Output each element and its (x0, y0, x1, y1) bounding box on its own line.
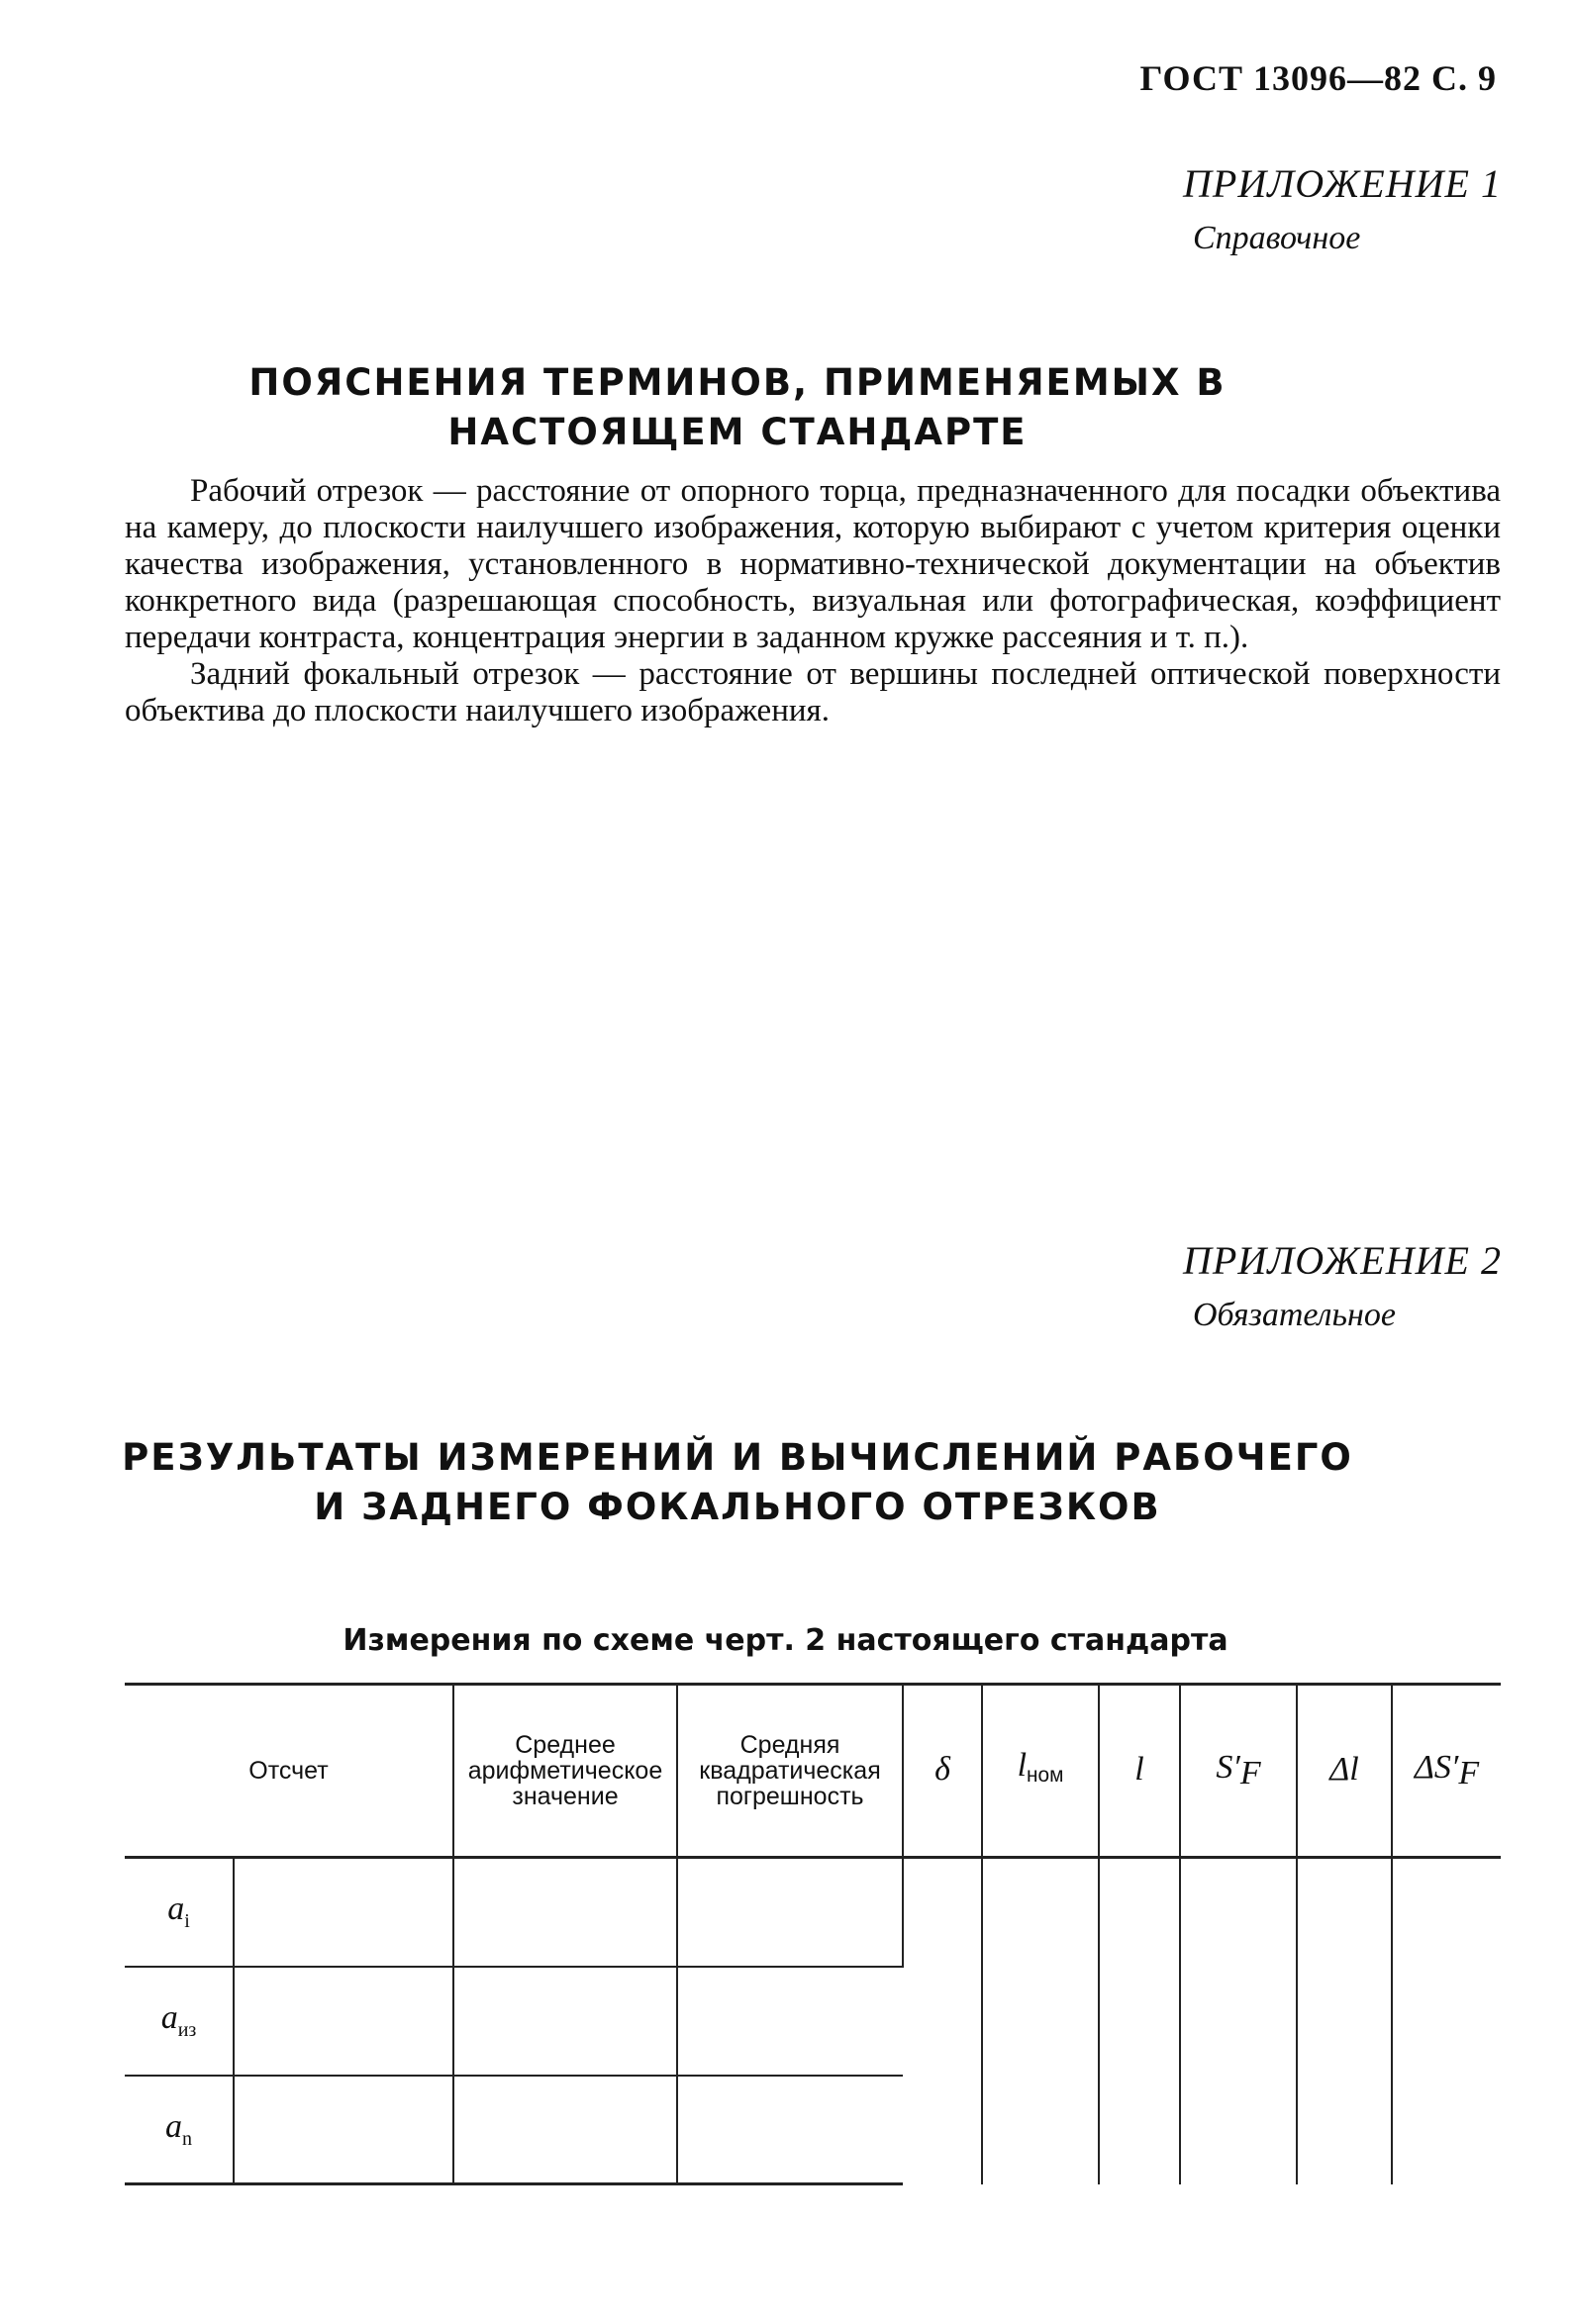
table-cell (1392, 1858, 1501, 2184)
table-cell (1180, 1858, 1297, 2184)
table-caption: Измерения по схеме черт. 2 настоящего стандарта (343, 1623, 1228, 1658)
appendix2-label: ПРИЛОЖЕНИЕ 2 (1183, 1238, 1502, 1283)
table-cell (1297, 1858, 1392, 2184)
section1-body (125, 473, 1501, 729)
table-cell (677, 2076, 903, 2184)
table-cell (982, 1858, 1099, 2184)
appendix1-status: Справочное (1193, 220, 1361, 256)
appendix2-status: Обязательное (1193, 1297, 1396, 1333)
page-header: ГОСТ 13096—82 С. 9 (1139, 58, 1497, 98)
col-l: l (1099, 1685, 1180, 1858)
table-cell (234, 1967, 453, 2076)
table-cell (453, 1967, 677, 2076)
table-row (125, 1858, 1501, 1967)
table-cell (1099, 1858, 1180, 2184)
table-cell (677, 1858, 903, 1967)
table-cell (234, 1858, 453, 1967)
table-cell (903, 1858, 982, 2184)
col-reading: Отсчет (125, 1685, 453, 1858)
table-cell (677, 1967, 903, 2076)
paragraph-working-distance: Рабочий отрезок — расстояние от опорного торца, предназначенного для посадки объектива на камеру, до плоскости наилучшего изображения, которую выбирают с учетом критерия оценки качества изображения, установленного в нормативно-технической документации на объектив конкретного вида (разрешающая способность, визуальная или фотографическая, коэффициент передачи контраста, концентрация энергии в заданном кружке рассеяния и т. п.). (125, 473, 1501, 655)
row-label: $a_n$ (125, 2076, 234, 2184)
col-delta-s-f: $\Delta S'_F$ (1392, 1685, 1501, 1858)
table-cell (453, 1858, 677, 1967)
paragraph-back-focal: Задний фокальный отрезок — расстояние от вершины последней оптической поверхности объектива до плоскости наилучшего изображения. (125, 656, 1501, 728)
row-label: $a_{из}$ (125, 1967, 234, 2076)
table-cell (234, 2076, 453, 2184)
appendix1-label: ПРИЛОЖЕНИЕ 1 (1183, 161, 1502, 206)
results-table (125, 1683, 1501, 2185)
section2-title: РЕЗУЛЬТАТЫ ИЗМЕРЕНИЙ И ВЫЧИСЛЕНИЙ РАБОЧЕГО И ЗАДНЕГО ФОКАЛЬНОГО ОТРЕЗКОВ (122, 1436, 1353, 1528)
col-s-f: $S'_F$ (1180, 1685, 1297, 1858)
table-header-row (125, 1685, 1501, 1858)
col-delta-l: Δl (1297, 1685, 1392, 1858)
table-cell (453, 2076, 677, 2184)
row-label: $a_i$ (125, 1858, 234, 1967)
col-rms: Средняя квадратическая погрешность (677, 1685, 903, 1858)
col-mean: Среднее арифметическое значение (453, 1685, 677, 1858)
col-delta: δ (903, 1685, 982, 1858)
section1-title: ПОЯСНЕНИЯ ТЕРМИНОВ, ПРИМЕНЯЕМЫХ В НАСТОЯЩЕМ СТАНДАРТЕ (248, 361, 1227, 453)
col-l-nom: $l_{ном}$ (982, 1685, 1099, 1858)
